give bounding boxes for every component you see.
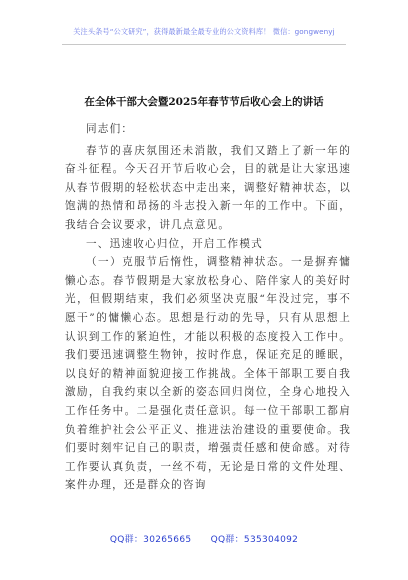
header-banner: 关注头条号“公文研究”，获得最新最全最专业的公文资料库！ 微信：gongwenyj: [73, 27, 335, 36]
paragraph-1-1: （一）克服节后惰性，调整精神状态。一是摒弃慵懒心态。春节假期是大家放松身心、陪伴家人的美好时光，但假期结束，我们必须坚决克服“年没过完，事不愿干”的慵懒心态。思想是行动的先导，只有从思想上认识到工作的紧迫性，才能以积极的态度投入工作中。我们要迅速调整生物钟，按时作息，保证充足的睡眠，以良好的精神面貌迎接工作挑战。全体干部职工要自我激励，自我约束以全新的姿态回归岗位，全身心地投入工作任务中。二是强化责任意识。每一位干部职工都肩负着维护社会公平正义、推进法治建设的重要使命。我们要时刻牢记自己的职责，增强责任感和使命感。对待工作要认真负责，一丝不苟，无论是日常的文件处理、案件办理，还是群众的咨询: [65, 256, 351, 492]
footer-qq-group-2: QQ群：535304092: [210, 535, 299, 545]
header-divider: [62, 44, 346, 45]
section-heading-1: 一、迅速收心归位，开启工作模式: [86, 237, 263, 250]
footer-qq-group-1: QQ群：30265665: [109, 535, 192, 545]
document-body: [65, 120, 351, 495]
salutation: 同志们：: [86, 123, 134, 135]
document-title: 在全体干部大会暨2025年春节节后收心会上的讲话: [84, 96, 324, 108]
paragraph-intro: 春节的喜庆氛围还未消散，我们又踏上了新一年的奋斗征程。今天召开节后收心会，目的就是让大家迅速从春节假期的轻松状态中走出来，调整好精神状态，以饱满的热情和昂扬的斗志投入新一年的工作中。下面，我结合会议要求，讲几点意见。: [65, 144, 351, 231]
footer-contact: [0, 532, 408, 545]
